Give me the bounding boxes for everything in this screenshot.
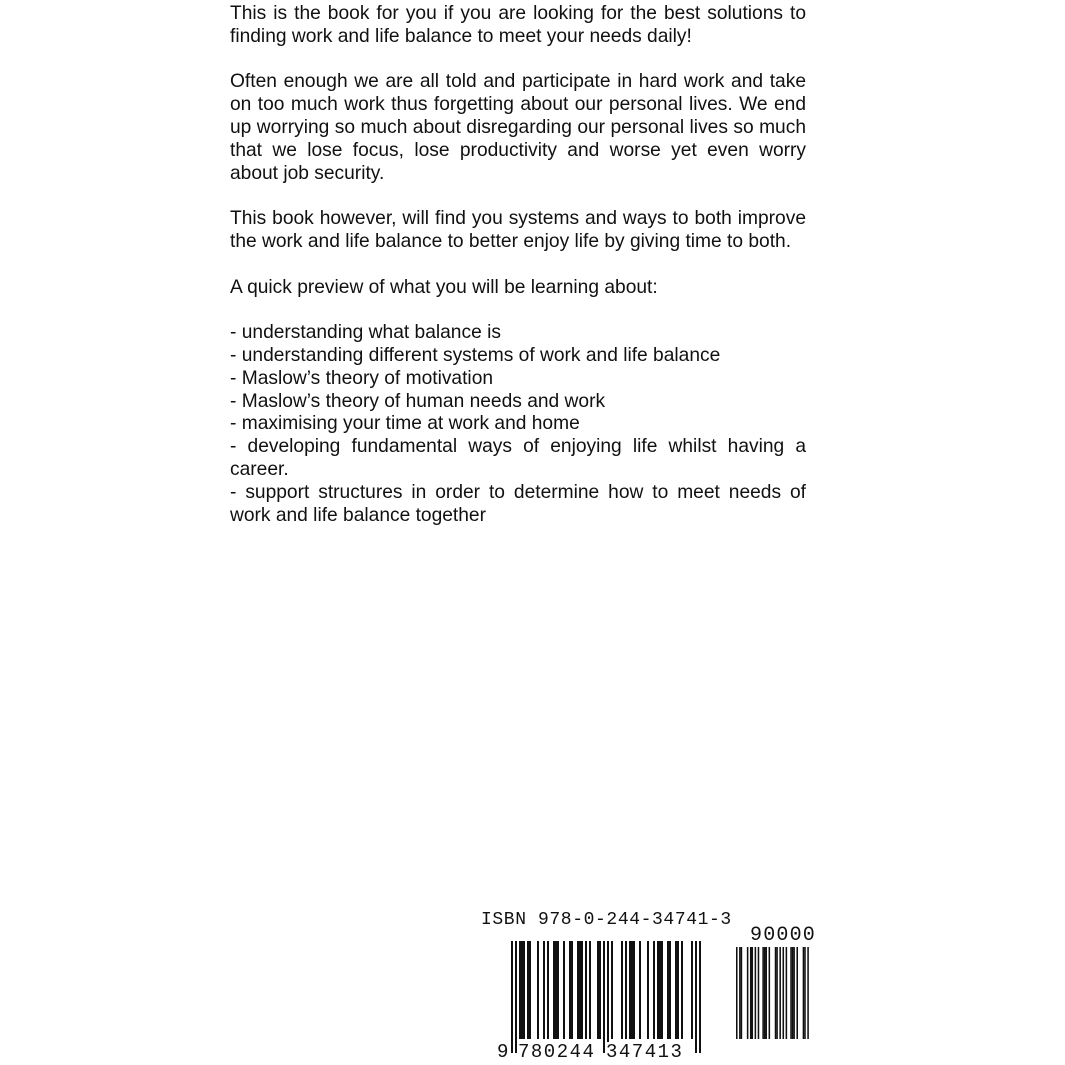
guard-bar [511, 941, 513, 1053]
guard-bar [695, 941, 697, 1053]
barcode-bar [581, 941, 583, 1039]
barcode-bar [691, 941, 693, 1039]
barcode-bar [667, 941, 669, 1039]
barcode-bar [677, 941, 679, 1039]
isbn-label: ISBN 978-0-244-34741-3 [481, 910, 732, 930]
blurb-paragraph: This book however, will find you systems and ways to both improve the work and life balance to better enjoy life by giving time to both. [230, 208, 806, 252]
addon-bar [783, 947, 785, 1039]
barcode-bar [585, 941, 587, 1039]
barcode-bar [659, 941, 661, 1039]
barcode-bar [629, 941, 631, 1039]
barcode-bar [579, 941, 581, 1039]
barcode-bar [681, 941, 683, 1039]
barcode-bar [569, 941, 571, 1039]
addon-bar [764, 947, 766, 1039]
barcode-bar [557, 941, 559, 1039]
barcode-bar [523, 941, 525, 1039]
barcode-bar [527, 941, 529, 1039]
isbn-barcode [478, 907, 838, 1063]
list-item: - support structures in order to determine how to meet needs of work and life balance together [230, 481, 806, 526]
barcode-bar [599, 941, 601, 1039]
addon-bar [790, 947, 792, 1039]
list-item: - Maslow’s theory of motivation [230, 367, 494, 389]
barcode-bar [577, 941, 579, 1039]
guard-bar [699, 941, 701, 1053]
barcode-bar [611, 941, 613, 1039]
price-addon-bars [736, 947, 809, 1039]
addon-bar [750, 947, 752, 1039]
guard-bar [607, 941, 609, 1053]
addon-bar [807, 947, 809, 1039]
guard-bar [515, 941, 517, 1053]
addon-bar [736, 947, 738, 1039]
ean-bars [511, 941, 701, 1053]
addon-bar [747, 947, 749, 1039]
addon-bar [779, 947, 781, 1039]
barcode-bar [547, 941, 549, 1039]
barcode-bar [675, 941, 677, 1039]
addon-bar [752, 947, 754, 1039]
list-item: - understanding different systems of work and life balance [230, 344, 721, 366]
barcode-bar [589, 941, 591, 1039]
list-item: - Maslow’s theory of human needs and work [230, 390, 606, 412]
barcode-bar [669, 941, 671, 1039]
barcode-bar [621, 941, 623, 1039]
barcode-bar [543, 941, 545, 1039]
barcode-bar [597, 941, 599, 1039]
blurb-text [230, 3, 806, 527]
barcode-bar [555, 941, 557, 1039]
guard-bar [603, 941, 605, 1053]
addon-bar [793, 947, 795, 1039]
barcode-bar [537, 941, 539, 1039]
addon-bar [792, 947, 794, 1039]
addon-bar [796, 947, 798, 1039]
addon-bar [775, 947, 777, 1039]
barcode-bar [571, 941, 573, 1039]
barcode-bar [633, 941, 635, 1039]
addon-bar [739, 947, 741, 1039]
barcode-bar [661, 941, 663, 1039]
barcode-bar [631, 941, 633, 1039]
preview-list [230, 322, 806, 527]
addon-bar [741, 947, 743, 1039]
blurb-paragraph: Often enough we are all told and participate in hard work and take on too much work thus forgetting about our personal lives. We end up worrying so much about disregarding our personal lives so much that we lose focus, lose productivity and worse yet even worry about job security. [230, 71, 806, 184]
barcode-bar [639, 941, 641, 1039]
price-code: 90000 [750, 924, 817, 947]
barcode-bar [529, 941, 531, 1039]
list-item: - maximising your time at work and home [230, 413, 580, 435]
barcode-bar [563, 941, 565, 1039]
addon-bar [755, 947, 757, 1039]
list-item: - understanding what balance is [230, 322, 501, 344]
addon-bar [804, 947, 806, 1039]
barcode-bar [553, 941, 555, 1039]
addon-bar [786, 947, 788, 1039]
barcode-bar [647, 941, 649, 1039]
barcode-bar [657, 941, 659, 1039]
barcode-bar [653, 941, 655, 1039]
addon-bar [758, 947, 760, 1039]
barcode-bar [521, 941, 523, 1039]
addon-bar [769, 947, 771, 1039]
list-item: - developing fundamental ways of enjoying life whilst having a career. [230, 436, 806, 480]
barcode-bar [519, 941, 521, 1039]
addon-bar [765, 947, 767, 1039]
blurb-paragraph: A quick preview of what you will be learning about: [230, 276, 658, 298]
addon-bar [803, 947, 805, 1039]
ean-left-digits: 780244 [518, 1041, 596, 1063]
barcode-bar [625, 941, 627, 1039]
ean-lead-digit: 9 [497, 1041, 509, 1063]
blurb-paragraph: This is the book for you if you are looking for the best solutions to finding work and life balance to meet your needs daily! [230, 3, 806, 47]
addon-bar [762, 947, 764, 1039]
addon-bar [776, 947, 778, 1039]
ean-right-digits: 347413 [606, 1041, 684, 1063]
